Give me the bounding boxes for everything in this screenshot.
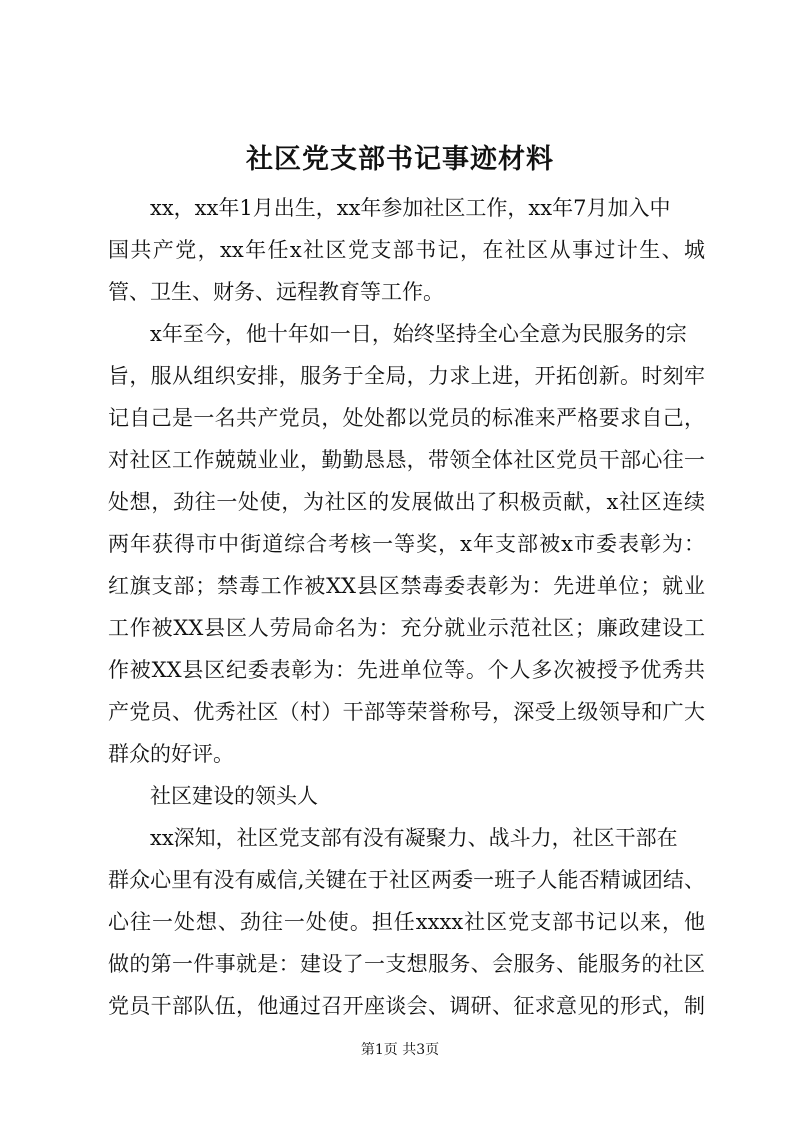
body-text-line: 旨，服从组织安排，服务于全局，力求上进，开拓创新。时刻牢 [108, 364, 705, 388]
page-number-footer: 第1页 共3页 [360, 1042, 440, 1058]
body-text-line: x年至今，他十年如一日，始终坚持全心全意为民服务的宗 [150, 322, 687, 346]
body-text-line: 国共产党，xx年任x社区党支部书记，在社区从事过计生、城 [108, 238, 705, 262]
body-text-line: 群众心里有没有威信,关键在于社区两委一班子人能否精诚团结、 [108, 868, 705, 892]
body-text-line: 对社区工作兢兢业业，勤勤恳恳，带领全体社区党员干部心往一 [108, 448, 705, 472]
body-text-line: 群众的好评。 [108, 742, 234, 766]
body-text-line: 产党员、优秀社区（村）干部等荣誉称号，深受上级领导和广大 [108, 700, 705, 724]
body-text-line: 两年获得市中街道综合考核一等奖，x年支部被x市委表彰为： [108, 532, 705, 556]
body-text-line: xx，xx年1月出生，xx年参加社区工作，xx年7月加入中 [150, 196, 671, 220]
body-text-line: 心往一处想、劲往一处使。担任xxxx社区党支部书记以来，他 [108, 910, 705, 934]
body-text-line: 处想，劲往一处使，为社区的发展做出了积极贡献，x社区连续 [108, 490, 705, 514]
body-text-line: 工作被XX县区人劳局命名为：充分就业示范社区；廉政建设工 [108, 616, 705, 640]
body-text-line: xx深知，社区党支部有没有凝聚力、战斗力，社区干部在 [150, 826, 678, 850]
body-text-line: 记自己是一名共产党员，处处都以党员的标准来严格要求自己， [108, 406, 705, 430]
section-heading: 社区建设的领头人 [150, 784, 318, 808]
document-title: 社区党支部书记事迹材料 [246, 144, 554, 175]
body-text-line: 管、卫生、财务、远程教育等工作。 [108, 280, 444, 304]
body-text-line: 红旗支部；禁毒工作被XX县区禁毒委表彰为：先进单位；就业 [108, 574, 705, 598]
body-text-line: 党员干部队伍，他通过召开座谈会、调研、征求意见的形式，制 [108, 994, 705, 1018]
body-text-line: 作被XX县区纪委表彰为：先进单位等。个人多次被授予优秀共 [108, 658, 705, 682]
body-text-line: 做的第一件事就是：建设了一支想服务、会服务、能服务的社区 [108, 952, 705, 976]
